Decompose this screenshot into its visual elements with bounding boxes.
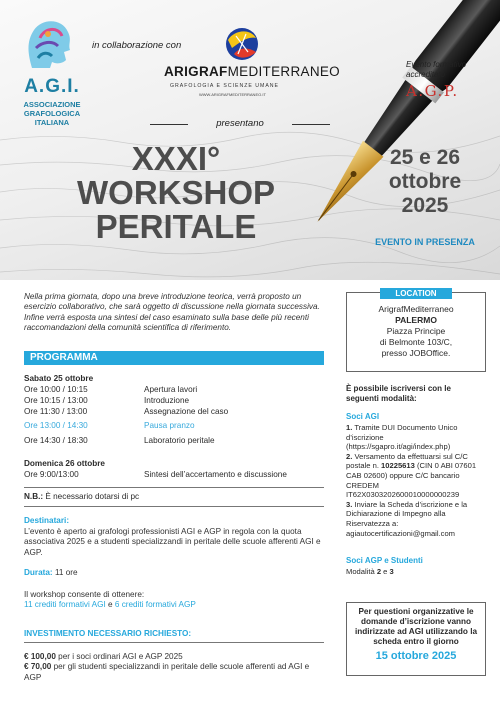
step-1	[346, 423, 486, 452]
soci-agp-heading: Soci AGP e Studenti	[346, 556, 423, 565]
email-link[interactable]: agiautocertificazioni@gmail.com	[346, 528, 456, 538]
destinatari-heading: Destinatari:	[24, 516, 70, 525]
collaboration-label: in collaborazione con	[92, 40, 182, 51]
step-text-cont: (CIN 0 ABI 07601 CAB 02600) oppure C/C bancario CREDEM	[346, 461, 477, 490]
crediti-sep: e	[105, 600, 115, 609]
cost-studenti	[24, 662, 324, 683]
nb-label: N.B.:	[24, 492, 44, 501]
location-address-1: Piazza Principe	[386, 326, 446, 336]
deadline-text: Per questioni organizzative le domande d’iscrizione vanno indirizzate ad AGI utilizzando la scheda entro il giorno	[354, 607, 478, 646]
durata	[24, 568, 324, 578]
location-text	[346, 304, 486, 359]
iban: IT62X0303202600010000000239	[346, 490, 460, 500]
schedule-time: Ore 11:30 / 13:00	[24, 407, 88, 416]
iscrizione-heading: È possibile iscriversi con le seguenti modalità:	[346, 384, 451, 403]
date-line-1: 25 e 26	[389, 146, 461, 169]
location-city: PALERMO	[395, 315, 437, 325]
arigraf-url: WWW.ARIGRAFMEDITERRANEO.IT	[199, 92, 266, 97]
schedule-time: Ore 10:00 / 10:15	[24, 385, 88, 394]
presentano-label: presentano	[150, 118, 330, 129]
deadline-box	[346, 602, 486, 676]
destinatari-text: L’evento è aperto ai grafologi professionisti AGI e AGP in regola con la quota associativa 2025 e a studenti specializzandi in peritale delle scuole afferenti AGI e AGP.	[24, 527, 321, 557]
schedule-activity: Pausa pranzo	[144, 421, 195, 430]
divider	[24, 642, 324, 643]
deadline-date: 15 ottobre 2025	[375, 650, 457, 662]
arigraf-name-bold: ARIGRAF	[164, 64, 228, 79]
title-line-1: XXXI°	[131, 140, 221, 177]
schedule-time: Ore 14:30 / 18:30	[24, 436, 88, 445]
cost-amount: € 70,00	[24, 662, 52, 672]
modalita-and: e	[381, 567, 390, 576]
step-2	[346, 452, 486, 490]
divider	[24, 506, 324, 507]
nb-text: È necessario dotarsi di pc	[43, 492, 140, 501]
investimento-heading: INVESTIMENTO NECESSARIO RICHIESTO:	[24, 629, 192, 638]
arigraf-name-regular: MEDITERRANEO	[227, 64, 340, 79]
schedule-time: Ore 10:15 / 13:00	[24, 396, 88, 405]
date-line-3: 2025	[401, 194, 449, 217]
step-text: Tramite DUI Documento Unico d’iscrizione (https://sgapro.it/agi/index.php)	[346, 423, 458, 452]
cost-text: per gli studenti specializzandi in peritale delle scuole afferenti ad AGI e AGP	[24, 662, 310, 682]
arigraf-circle-logo-icon	[222, 26, 262, 62]
header-banner	[0, 0, 500, 280]
day-1-heading: Sabato 25 ottobre	[24, 374, 94, 383]
schedule-activity: Sintesi dell’accertamento e discussione	[144, 470, 287, 479]
cost-amount: € 100,00	[24, 652, 56, 661]
cc-number: 10225613	[381, 461, 415, 471]
event-mode: EVENTO IN PRESENZA	[375, 237, 475, 247]
costs-list	[24, 652, 324, 683]
location-address-2: di Belmonte 103/C,	[379, 337, 453, 347]
location-tab: LOCATION	[380, 288, 452, 299]
soci-agi-heading: Soci AGI	[346, 412, 380, 421]
step-3	[346, 500, 486, 529]
cost-text: per i soci ordinari AGI e AGP 2025	[55, 652, 183, 661]
step-text: Versamento da effettuarsi sul C/C postale n.	[346, 451, 468, 471]
step-number: 2.	[346, 451, 353, 461]
modalita	[346, 567, 486, 577]
modalita-3: 3	[389, 567, 394, 576]
day-2-heading: Domenica 26 ottobre	[24, 459, 105, 468]
agi-name: A.G.I.	[24, 76, 80, 97]
iscrizione-steps	[346, 423, 486, 538]
step-number: 3.	[346, 499, 353, 509]
schedule-activity: Assegnazione del caso	[144, 407, 229, 416]
crediti-intro: Il workshop consente di ottenere:	[24, 590, 145, 599]
divider	[24, 487, 324, 488]
crediti-agp: 6 crediti formativi AGP	[114, 600, 196, 609]
agi-sub-line-1: ASSOCIAZIONE	[23, 100, 81, 109]
agi-subtitle	[12, 100, 92, 127]
title-line-3: PERITALE	[95, 208, 257, 245]
agi-head-logo-icon	[18, 14, 80, 72]
agi-sub-line-2: GRAFOLOGICA	[23, 109, 81, 118]
nb-note	[24, 492, 139, 501]
event-date	[360, 146, 490, 218]
schedule-activity: Laboratorio peritale	[144, 436, 215, 445]
step-text: Inviare la Scheda d’iscrizione e la Dichiarazione di Impegno alla Riservatezza a:	[346, 499, 468, 528]
step-number: 1.	[346, 423, 353, 432]
schedule-activity: Apertura lavori	[144, 385, 198, 394]
agi-sub-line-3: ITALIANA	[34, 118, 70, 127]
schedule-activity: Introduzione	[144, 396, 190, 405]
durata-label: Durata:	[24, 568, 53, 577]
modalita-2: 2	[376, 567, 382, 576]
programma-heading: PROGRAMMA	[24, 351, 324, 365]
arigraf-subtitle: GRAFOLOGIA E SCIENZE UMANE	[170, 83, 280, 89]
cost-ordinari	[24, 652, 324, 662]
location-venue: ArigrafMediterraneo	[378, 304, 454, 314]
crediti	[24, 600, 324, 610]
title-line-2: WORKSHOP	[77, 174, 275, 211]
modalita-label: Modalità	[346, 567, 377, 576]
page-title	[56, 142, 296, 244]
agp-mark: A.G.P.	[406, 82, 459, 100]
location-address-3: presso JOBOffice.	[381, 348, 451, 358]
intro-paragraph: Nella prima giornata, dopo una breve introduzione teorica, verrà proposto un esercizio collaborativo, che sarà oggetto di discussione nella giornata successiva. Infine verrà esposta una sintesi del caso esaminato sulla base delle più recenti raccomandazioni della comunità scientifica di riferimento.	[24, 292, 320, 333]
crediti-agi: 11 crediti formativi AGI	[24, 600, 106, 609]
date-line-2: ottobre	[388, 170, 462, 193]
schedule-time: Ore 9:00/13:00	[24, 470, 79, 479]
schedule-time: Ore 13:00 / 14:30	[24, 421, 88, 430]
arigraf-name	[164, 64, 340, 79]
durata-value: 11 ore	[52, 568, 78, 577]
accredited-label: Evento formativo accreditato	[406, 60, 467, 79]
